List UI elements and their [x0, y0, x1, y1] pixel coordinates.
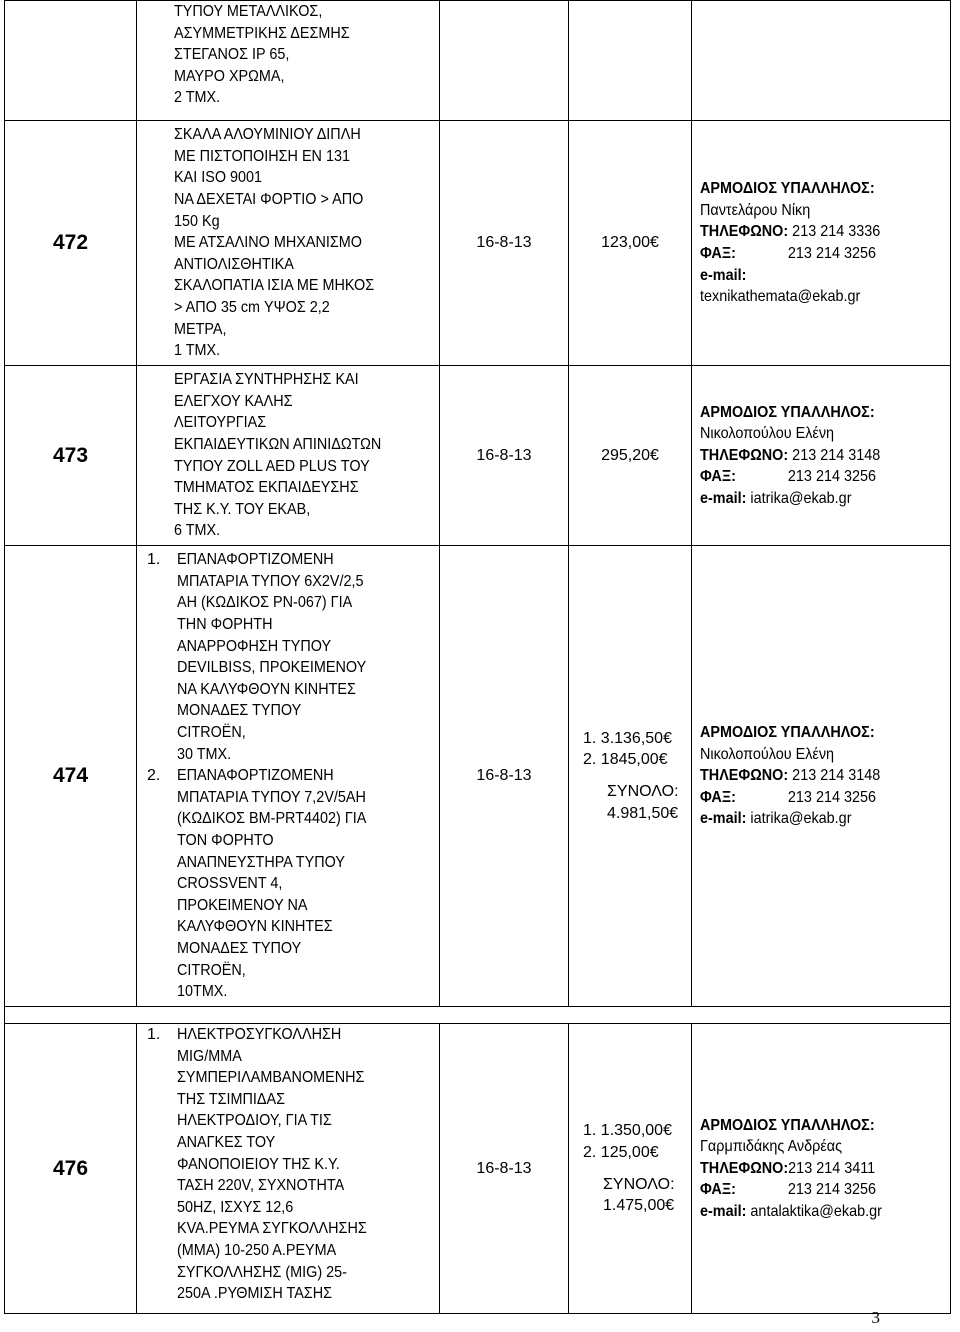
description-line: ΜΑΥΡΟ ΧΡΩΜΑ, [174, 67, 285, 85]
description-line: ΕΠΑΝΑΦΟΡΤΙΖΟΜΕΝΗ [177, 767, 334, 785]
description-line: ΑΝΑΓΚΕΣ ΤΟΥ [177, 1133, 276, 1151]
description-text [137, 124, 439, 362]
description-line: ΕΡΓΑΣΙΑ ΣΥΝΤΗΡΗΣΗΣ ΚΑΙ [174, 371, 359, 389]
contact-block [692, 722, 950, 830]
description-cell [137, 121, 440, 366]
total-label: ΣΥΝΟΛΟ: [607, 783, 679, 800]
amount-cell [569, 121, 692, 366]
amount-cell [569, 546, 692, 1007]
description-line: 250A .ΡΥΘΜΙΣΗ ΤΑΣΗΣ [177, 1285, 333, 1303]
description-line: 150 Kg [174, 212, 220, 230]
description-line: ΜΕ ΑΤΣΑΛΙΝΟ ΜΗΧΑΝΙΣΜΟ [174, 234, 362, 252]
amount-cell [569, 1024, 692, 1314]
fax-value: 213 214 3256 [787, 788, 877, 806]
list-item [145, 765, 439, 1003]
description-line: ΗΛΕΚΤΡΟΔΙΟΥ, ΓΙΑ ΤΙΣ [177, 1112, 332, 1130]
description-line: ΜΕΤΡΑ, [174, 320, 227, 338]
phone-value: 213 214 3411 [788, 1159, 876, 1177]
contact-cell [692, 546, 951, 1007]
contact-fax-line [700, 243, 925, 265]
list-item [145, 549, 439, 765]
description-line: ΚΑΙ ISO 9001 [174, 169, 263, 187]
item-number-cell: 472 [5, 121, 137, 366]
description-line: ΑΝΑΠΝΕΥΣΤΗΡΑ ΤΥΠΟΥ [177, 853, 345, 871]
email-value[interactable]: texnikathemata@ekab.gr [700, 288, 861, 306]
contact-role: ΑΡΜΟΔΙΟΣ ΥΠΑΛΛΗΛΟΣ: [700, 180, 875, 198]
description-text [137, 1, 439, 109]
contact-cell [692, 366, 951, 546]
amount-breakdown [569, 728, 691, 824]
total-value: 1.475,00€ [603, 1197, 675, 1215]
contact-block [692, 178, 950, 308]
description-cell [137, 546, 440, 1007]
description-list [137, 549, 439, 1002]
description-line: ΣΚΑΛΟΠΑΤΙΑ ΙΣΙΑ ΜΕ ΜΗΚΟΣ [174, 277, 375, 295]
description-line: ΜΟΝΑΔΕΣ ΤΥΠΟΥ [177, 939, 302, 957]
phone-label: ΤΗΛΕΦΩΝΟ: [700, 223, 789, 241]
email-label: e-mail: [700, 1202, 747, 1220]
amount-value: 295,20€ [601, 446, 659, 464]
total-value: 4.981,50€ [607, 804, 679, 822]
contact-fax-line [700, 787, 925, 809]
contact-phone-line [700, 221, 925, 243]
description-cell [137, 366, 440, 546]
amount-line: 1. 1.350,00€ [583, 1122, 672, 1140]
contact-role: ΑΡΜΟΔΙΟΣ ΥΠΑΛΛΗΛΟΣ: [700, 403, 875, 421]
fax-label: ΦΑΞ: [700, 788, 736, 806]
description-line: ΜΠΑΤΑΡΙΑ ΤΥΠΟΥ 7,2V/5AH [177, 788, 366, 806]
description-line: ΕΛΕΓΧΟΥ ΚΑΛΗΣ [174, 392, 293, 410]
description-line: > ΑΠΟ 35 cm ΥΨΟΣ 2,2 [174, 298, 330, 316]
description-line: ΣΥΜΠΕΡΙΛΑΜΒΑΝΟΜΕΝΗΣ [177, 1069, 365, 1087]
description-line: 30 ΤΜΧ. [177, 745, 232, 763]
email-label: e-mail: [700, 810, 747, 828]
row-gap [5, 1007, 951, 1024]
description-line: ΛΕΙΤΟΥΡΓΙΑΣ [174, 414, 267, 432]
contact-fax-line [700, 466, 925, 488]
description-line: ΤΗΣ ΤΣΙΜΠΙΔΑΣ [177, 1090, 286, 1108]
description-line: KVA.ΡΕΥΜΑ ΣΥΓΚΟΛΛΗΣΗΣ [177, 1220, 367, 1238]
item-number-cell: 476 [5, 1024, 137, 1314]
amount-line: 2. 125,00€ [583, 1143, 659, 1161]
description-line: CITROËN, [177, 724, 246, 742]
email-value[interactable]: iatrika@ekab.gr [750, 489, 852, 507]
description-line: 50HZ, ΙΣΧΥΣ 12,6 [177, 1198, 294, 1216]
phone-label: ΤΗΛΕΦΩΝΟ: [700, 767, 789, 785]
item-number-cell [5, 1, 137, 121]
contact-name: Νικολοπούλου Ελένη [700, 745, 835, 763]
description-line: ΜΠΑΤΑΡΙΑ ΤΥΠΟΥ 6Χ2V/2,5 [177, 572, 364, 590]
description-line: ΣΤΕΓΑΝΟΣ IP 65, [174, 46, 290, 64]
contact-email-line [700, 808, 925, 830]
contact-role: ΑΡΜΟΔΙΟΣ ΥΠΑΛΛΗΛΟΣ: [700, 1116, 875, 1134]
description-line: ΤΗΣ Κ.Υ. ΤΟΥ ΕΚΑΒ, [174, 500, 311, 518]
amount-cell [569, 366, 692, 546]
description-line: 6 ΤΜΧ. [174, 522, 221, 540]
email-label: e-mail: [700, 266, 747, 284]
fax-label: ΦΑΞ: [700, 1181, 736, 1199]
description-line: ΦΑΝΟΠΟΙΕΙΟΥ ΤΗΣ Κ.Υ. [177, 1155, 340, 1173]
list-item-body [177, 765, 439, 1003]
amount-line: 2. 1845,00€ [583, 751, 668, 769]
table-row [5, 1024, 951, 1314]
description-line: (ΚΩΔΙΚΟΣ BM-PRT4402) ΓΙΑ [177, 810, 367, 828]
fax-label: ΦΑΞ: [700, 245, 736, 262]
description-cell [137, 1, 440, 121]
contact-phone-line [700, 765, 925, 787]
amount-value: 123,00€ [601, 234, 659, 252]
description-line: ΤΥΠΟΥ ZOLL AED PLUS ΤΟΥ [174, 457, 370, 475]
description-line: ΝΑ ΔΕΧΕΤΑΙ ΦΟΡΤΙΟ > ΑΠΟ [174, 191, 364, 209]
list-item [145, 1024, 439, 1305]
description-line: (MMA) 10-250 A.ΡΕΥΜΑ [177, 1241, 337, 1259]
description-text [137, 369, 439, 542]
contact-cell [692, 121, 951, 366]
contact-name: Νικολοπούλου Ελένη [700, 425, 835, 443]
contact-phone-line [700, 445, 925, 467]
description-line: ΠΡΟΚΕΙΜΕΝΟΥ ΝΑ [177, 896, 308, 914]
contact-name: Παντελάρου Νίκη [700, 201, 811, 219]
description-cell [137, 1024, 440, 1314]
description-line: ΜΟΝΑΔΕΣ ΤΥΠΟΥ [177, 702, 302, 720]
fax-value: 213 214 3256 [787, 245, 877, 262]
description-line: 2 ΤΜΧ. [174, 89, 221, 107]
fax-value: 213 214 3256 [787, 1181, 877, 1199]
date-cell: 16-8-13 [440, 121, 569, 366]
page-number: 3 [871, 1308, 880, 1327]
contact-name: Γαρμπιδάκης Ανδρέας [700, 1138, 843, 1156]
list-item-body [177, 1024, 439, 1305]
contact-block [692, 1115, 950, 1223]
description-line: CITROËN, [177, 961, 246, 979]
list-item-number: 1. [147, 551, 161, 569]
contact-email-line [700, 1201, 925, 1223]
phone-value: 213 214 3148 [792, 446, 881, 464]
date-cell [440, 1, 569, 121]
description-line: CROSSVENT 4, [177, 875, 283, 893]
phone-value: 213 214 3148 [792, 767, 881, 785]
description-line: ΑΝΑΡΡΟΦΗΣΗ ΤΥΠΟΥ [177, 637, 332, 655]
description-line: ΕΠΑΝΑΦΟΡΤΙΖΟΜΕΝΗ [177, 551, 334, 569]
contact-role: ΑΡΜΟΔΙΟΣ ΥΠΑΛΛΗΛΟΣ: [700, 724, 875, 742]
description-line: ΑΣΥΜΜΕΤΡΙΚΗΣ ΔΕΣΜΗΣ [174, 24, 350, 42]
item-number-cell: 474 [5, 546, 137, 1007]
phone-label: ΤΗΛΕΦΩΝΟ: [700, 1159, 789, 1177]
description-line: ΤΥΠΟΥ ΜΕΤΑΛΛΙΚΟΣ, [174, 3, 323, 20]
description-line: AH (ΚΩΔΙΚΟΣ PN-067) ΓΙΑ [177, 594, 353, 612]
fax-value: 213 214 3256 [787, 468, 877, 486]
amount-cell [569, 1, 692, 121]
email-value[interactable]: iatrika@ekab.gr [750, 810, 852, 828]
contact-cell [692, 1024, 951, 1314]
description-line: ΤΗΝ ΦΟΡΗΤΗ [177, 616, 273, 634]
total-label: ΣΥΝΟΛΟ: [603, 1175, 675, 1193]
email-label: e-mail: [700, 489, 747, 507]
description-line: DEVILBISS, ΠΡΟΚΕΙΜΕΝΟΥ [177, 659, 367, 677]
description-list [137, 1024, 439, 1305]
description-line: 1 ΤΜΧ. [174, 342, 221, 360]
list-item-number: 2. [147, 767, 161, 785]
phone-label: ΤΗΛΕΦΩΝΟ: [700, 446, 789, 464]
description-line: ΣΥΓΚΟΛΛΗΣΗΣ (MIG) 25- [177, 1263, 347, 1281]
description-line: MIG/MMA [177, 1047, 242, 1065]
table-row [5, 1, 951, 121]
description-line: ΤΟΝ ΦΟΡΗΤΟ [177, 831, 274, 849]
contact-cell [692, 1, 951, 121]
date-cell: 16-8-13 [440, 366, 569, 546]
list-item-body [177, 549, 439, 765]
contact-block [692, 402, 950, 510]
table-row [5, 121, 951, 366]
description-line: 10ΤΜΧ. [177, 983, 228, 1001]
table-row [5, 366, 951, 546]
description-line: ΝΑ ΚΑΛΥΦΘΟΥΝ ΚΙΝΗΤΕΣ [177, 680, 356, 698]
description-line: ΤΑΣΗ 220V, ΣΥΧΝΟΤΗΤΑ [177, 1177, 345, 1195]
contact-fax-line [700, 1179, 925, 1201]
amount-line: 1. 3.136,50€ [583, 729, 672, 747]
description-line: ΕΚΠΑΙΔΕΥΤΙΚΩΝ ΑΠΙΝΙΔΩΤΩΝ [174, 435, 382, 453]
amount-breakdown [569, 1120, 691, 1216]
description-line: ΜΕ ΠΙΣΤΟΠΟΙΗΣΗ EN 131 [174, 147, 350, 165]
list-item-number: 1. [147, 1026, 161, 1043]
procurement-table [4, 0, 951, 1314]
date-cell: 16-8-13 [440, 546, 569, 1007]
description-line: ΣΚΑΛΑ ΑΛΟΥΜΙΝΙΟΥ ΔΙΠΛΗ [174, 126, 361, 144]
description-line: ΑΝΤΙΟΛΙΣΘΗΤΙΚΑ [174, 255, 294, 273]
description-line: ΤΜΗΜΑΤΟΣ ΕΚΠΑΙΔΕΥΣΗΣ [174, 479, 359, 497]
contact-email-line [700, 488, 925, 510]
item-number-cell: 473 [5, 366, 137, 546]
email-value[interactable]: antalaktika@ekab.gr [750, 1202, 882, 1220]
description-line: ΗΛΕΚΤΡΟΣΥΓΚΟΛΛΗΣΗ [177, 1026, 342, 1043]
phone-value: 213 214 3336 [792, 223, 881, 241]
date-cell: 16-8-13 [440, 1024, 569, 1314]
table-row [5, 546, 951, 1007]
contact-phone-line [700, 1158, 925, 1180]
fax-label: ΦΑΞ: [700, 468, 736, 486]
description-line: ΚΑΛΥΦΘΟΥΝ ΚΙΝΗΤΕΣ [177, 918, 333, 936]
